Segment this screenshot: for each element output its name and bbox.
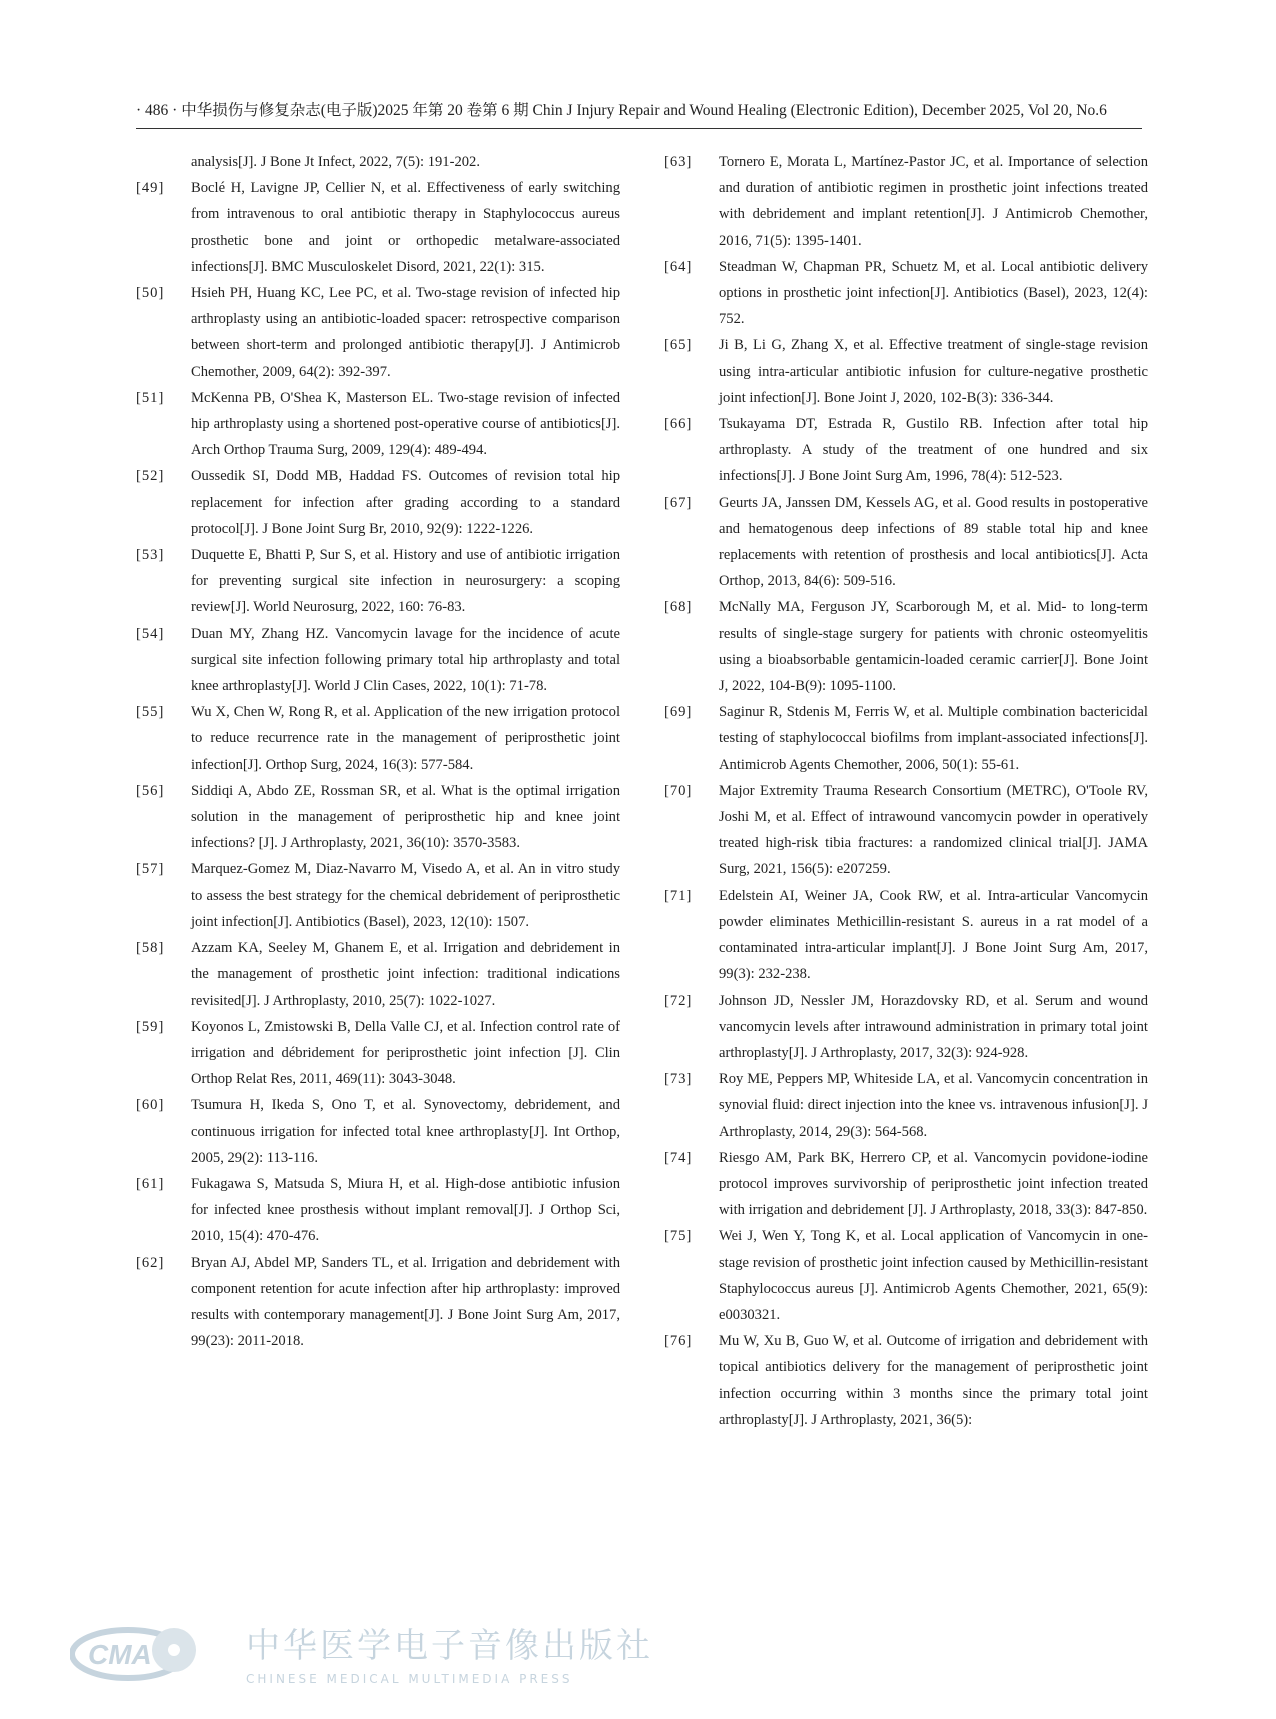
reference-number: [64]: [664, 258, 693, 275]
reference-number: [68]: [664, 599, 693, 616]
reference-text: Ji B, Li G, Zhang X, et al. Effective treatment of single-stage revision using intra-articular antibiotic infusion for culture-negative prosthetic joint infection[J]. Bone Joint J, 2020, 102-B(3): 336-344.: [719, 337, 1148, 406]
reference-text: Azzam KA, Seeley M, Ghanem E, et al. Irrigation and debridement in the management of prosthetic joint infection: traditional indications revisited[J]. J Arthroplasty, 2010, 25(7): 1022-1027.: [191, 940, 620, 1009]
reference-item: [664, 149, 1148, 254]
reference-item: [664, 411, 1148, 490]
reference-continuation: [136, 149, 620, 175]
reference-item: [664, 332, 1148, 411]
reference-text: Duquette E, Bhatti P, Sur S, et al. History and use of antibiotic irrigation for preventing surgical site infection in neurosurgery: a scoping review[J]. World Neurosurg, 2022, 160: 76-83.: [191, 547, 620, 616]
reference-number: [60]: [136, 1097, 165, 1114]
reference-item: [664, 1145, 1148, 1224]
reference-text: Roy ME, Peppers MP, Whiteside LA, et al. Vancomycin concentration in synovial fluid: direct injection into the knee vs. intravenous infusion[J]. J Arthroplasty, 2014, 29(3): 564-568.: [719, 1071, 1148, 1140]
reference-item: [136, 935, 620, 1014]
reference-text: Geurts JA, Janssen DM, Kessels AG, et al. Good results in postoperative and hematogenous deep infections of 89 stable total hip and knee replacements with retention of prosthesis and local antibiotics[J]. Acta Orthop, 2013, 84(6): 509-516.: [719, 494, 1148, 590]
reference-text: Koyonos L, Zmistowski B, Della Valle CJ, et al. Infection control rate of irrigation and débridement for periprosthetic joint infection [J]. Clin Orthop Relat Res, 2011, 469(11): 3043-3048.: [191, 1018, 620, 1088]
reference-text: Duan MY, Zhang HZ. Vancomycin lavage for the incidence of acute surgical site infection following primary total hip arthroplasty and total knee arthroplasty[J]. World J Clin Cases, 2022, 10(1): 71-78.: [191, 625, 620, 695]
reference-number: [75]: [664, 1228, 693, 1245]
reference-item: [664, 1328, 1148, 1433]
reference-item: [664, 1223, 1148, 1328]
reference-number: [65]: [664, 337, 693, 354]
publisher-name-cn: 中华医学电子音像出版社: [246, 1626, 653, 1666]
reference-item: [136, 175, 620, 280]
header-rule: [136, 128, 1142, 129]
reference-text: Saginur R, Stdenis M, Ferris W, et al. Multiple combination bactericidal testing of staphylococcal biofilms from implant-associated infections[J]. Antimicrob Agents Chemother, 2006, 50(1): 55-61.: [719, 704, 1148, 773]
reference-text: Riesgo AM, Park BK, Herrero CP, et al. Vancomycin povidone-iodine protocol improves survivorship of periprosthetic joint infection treated with irrigation and debridement [J]. J Arthroplasty, 2018, 33(3): 847-850.: [719, 1149, 1148, 1219]
reference-number: [76]: [664, 1333, 693, 1350]
reference-number: [61]: [136, 1175, 165, 1192]
reference-number: [63]: [664, 154, 693, 170]
reference-number: [71]: [664, 887, 693, 904]
reference-item: [136, 621, 620, 700]
reference-text: Oussedik SI, Dodd MB, Haddad FS. Outcomes of revision total hip replacement for infection after grading according to a standard protocol[J]. J Bone Joint Surg Br, 2010, 92(9): 1222-1226.: [191, 468, 620, 537]
reference-number: [67]: [664, 494, 693, 511]
reference-number: [73]: [664, 1071, 693, 1088]
reference-item: [664, 254, 1148, 333]
reference-number: [69]: [664, 704, 693, 721]
reference-item: [664, 699, 1148, 778]
reference-number: [59]: [136, 1018, 165, 1035]
reference-text: Tsumura H, Ikeda S, Ono T, et al. Synovectomy, debridement, and continuous irrigation for infected total knee arthroplasty[J]. Int Orthop, 2005, 29(2): 113-116.: [191, 1097, 620, 1166]
reference-text: Bryan AJ, Abdel MP, Sanders TL, et al. Irrigation and debridement with component retention for acute infection after hip arthroplasty: improved results with contemporary management[J]. J Bone Joint Surg Am, 2017, 99(23): 2011-2018.: [191, 1254, 620, 1350]
reference-number: [62]: [136, 1254, 165, 1271]
reference-text: Siddiqi A, Abdo ZE, Rossman SR, et al. What is the optimal irrigation solution in the management of periprosthetic hip and knee joint infections? [J]. J Arthroplasty, 2021, 36(10): 3570-3583.: [191, 782, 620, 852]
reference-text: Mu W, Xu B, Guo W, et al. Outcome of irrigation and debridement with topical antibiotics delivery for the management of periprosthetic joint infection occurring within 3 months since the primary total joint arthroplasty[J]. J Arthroplasty, 2021, 36(5):: [719, 1333, 1148, 1428]
publisher-name-en: CHINESE MEDICAL MULTIMEDIA PRESS: [246, 1672, 573, 1686]
reference-number: [55]: [136, 704, 165, 721]
reference-text: Hsieh PH, Huang KC, Lee PC, et al. Two-stage revision of infected hip arthroplasty using an antibiotic-loaded spacer: retrospective comparison between short-term and prolonged antibiotic therapy[J]. J Antimicrob Chemother, 2009, 64(2): 392-397.: [191, 285, 620, 380]
reference-item: [136, 699, 620, 778]
reference-column-left: [136, 149, 620, 1354]
reference-text: Major Extremity Trauma Research Consortium (METRC), O'Toole RV, Joshi M, et al. Effect of intrawound vancomycin powder in operatively treated high-risk tibia fractures: a randomized clinical trial[J]. JAMA Surg, 2021, 156(5): e207259.: [719, 782, 1148, 878]
reference-number: [66]: [664, 416, 693, 433]
reference-text: Tsukayama DT, Estrada R, Gustilo RB. Infection after total hip arthroplasty. A study of the treatment of one hundred and six infections[J]. J Bone Joint Surg Am, 1996, 78(4): 512-523.: [719, 416, 1148, 485]
reference-text: Wei J, Wen Y, Tong K, et al. Local application of Vancomycin in one-stage revision of prosthetic joint infection caused by Methicillin-resistant Staphylococcus aureus [J]. Antimicrob Agents Chemother, 2021, 65(9): e0030321.: [719, 1228, 1148, 1323]
logo-text: CMA: [88, 1639, 152, 1670]
reference-item: [664, 988, 1148, 1067]
reference-text: McKenna PB, O'Shea K, Masterson EL. Two-stage revision of infected hip arthroplasty using a shortened post-operative course of antibiotics[J]. Arch Orthop Trauma Surg, 2009, 129(4): 489-494.: [191, 389, 620, 459]
reference-item: [136, 385, 620, 464]
reference-item: [136, 1014, 620, 1093]
reference-item: [136, 1092, 620, 1171]
reference-item: [136, 778, 620, 857]
running-header: · 486 · 中华损伤与修复杂志(电子版)2025 年第 20 卷第 6 期 Chin J Injury Repair and Wound Healing (Electronic Edition), December 2025, Vol 20, No.6: [136, 102, 1107, 119]
reference-item: [664, 883, 1148, 988]
reference-number: [49]: [136, 180, 165, 197]
reference-item: [136, 463, 620, 542]
reference-item: [664, 594, 1148, 699]
reference-text: Marquez-Gomez M, Diaz-Navarro M, Visedo A, et al. An in vitro study to assess the best strategy for the chemical debridement of periprosthetic joint infection[J]. Antibiotics (Basel), 2023, 12(10): 1507.: [191, 861, 620, 930]
reference-number: [57]: [136, 861, 165, 878]
reference-text: Fukagawa S, Matsuda S, Miura H, et al. High-dose antibiotic infusion for infected knee prosthesis without implant removal[J]. J Orthop Sci, 2010, 15(4): 470-476.: [191, 1175, 620, 1245]
reference-number: [74]: [664, 1149, 693, 1166]
reference-item: [664, 778, 1148, 883]
reference-text: Boclé H, Lavigne JP, Cellier N, et al. Effectiveness of early switching from intravenous to oral antibiotic therapy in Staphylococcus aureus prosthetic bone and joint or orthopedic metalware-associated infections[J]. BMC Musculoskelet Disord, 2021, 22(1): 315.: [191, 180, 620, 275]
reference-text: Steadman W, Chapman PR, Schuetz M, et al. Local antibiotic delivery options in prosthetic joint infection[J]. Antibiotics (Basel), 2023, 12(4): 752.: [719, 258, 1148, 328]
reference-item: [136, 1171, 620, 1250]
reference-item: [136, 856, 620, 935]
reference-text: analysis[J]. J Bone Jt Infect, 2022, 7(5): 191-202.: [191, 154, 480, 170]
reference-number: [72]: [664, 992, 693, 1009]
reference-text: Wu X, Chen W, Rong R, et al. Application of the new irrigation protocol to reduce recurrence rate in the management of periprosthetic joint infection[J]. Orthop Surg, 2024, 16(3): 577-584.: [191, 704, 620, 773]
reference-text: Edelstein AI, Weiner JA, Cook RW, et al. Intra-articular Vancomycin powder eliminates Methicillin-resistant S. aureus in a rat model of a contaminated intra-articular implant[J]. J Bone Joint Surg Am, 2017, 99(3): 232-238.: [719, 887, 1148, 983]
reference-item: [136, 280, 620, 385]
reference-text: Johnson JD, Nessler JM, Horazdovsky RD, et al. Serum and wound vancomycin levels after intrawound administration in primary total joint arthroplasty[J]. J Arthroplasty, 2017, 32(3): 924-928.: [719, 992, 1148, 1061]
reference-column-right: [664, 149, 1148, 1433]
reference-text: Tornero E, Morata L, Martínez-Pastor JC, et al. Importance of selection and duration of antibiotic regimen in prosthetic joint infections treated with debridement and implant retention[J]. J Antimicrob Chemother, 2016, 71(5): 1395-1401.: [719, 154, 1148, 249]
reference-item: [136, 542, 620, 621]
reference-text: McNally MA, Ferguson JY, Scarborough M, et al. Mid- to long-term results of single-stage surgery for patients with chronic osteomyelitis using a bioabsorbable gentamicin-loaded ceramic carrier[J]. Bone Joint J, 2022, 104-B(9): 1095-1100.: [719, 599, 1148, 695]
reference-number: [58]: [136, 940, 165, 957]
publisher-logo: [70, 1620, 210, 1684]
reference-number: [50]: [136, 285, 165, 302]
reference-item: [664, 490, 1148, 595]
reference-number: [53]: [136, 547, 165, 564]
reference-item: [664, 1066, 1148, 1145]
reference-item: [136, 1250, 620, 1355]
reference-number: [70]: [664, 782, 693, 799]
reference-number: [54]: [136, 625, 165, 642]
reference-number: [51]: [136, 389, 165, 406]
reference-number: [52]: [136, 468, 165, 485]
reference-number: [56]: [136, 782, 165, 799]
